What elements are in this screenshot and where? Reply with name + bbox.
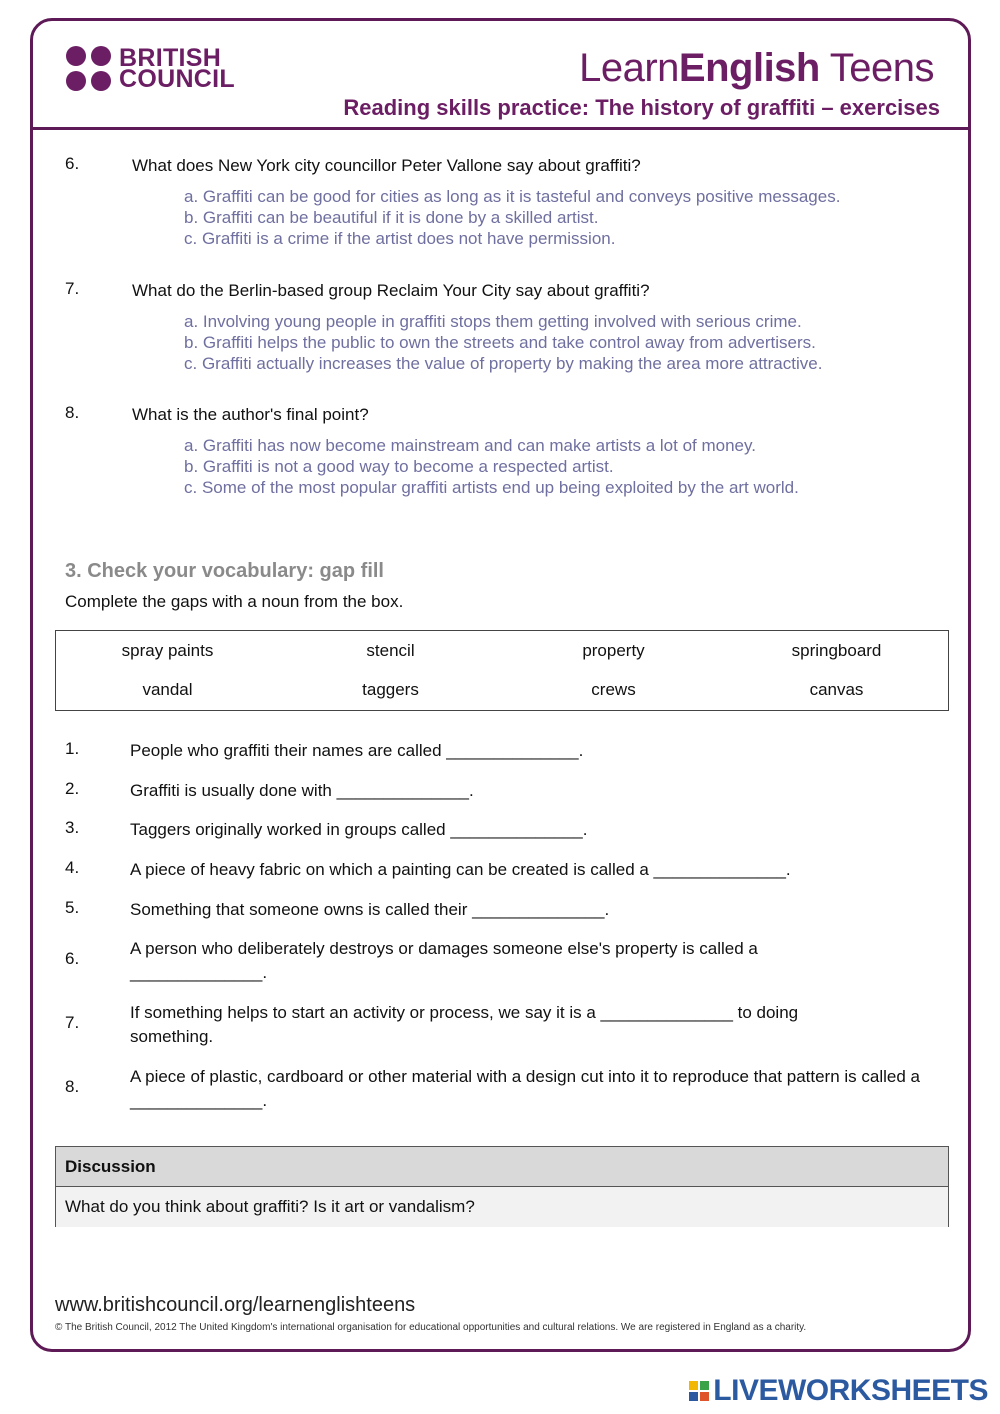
- gap-sentence[interactable]: Graffiti is usually done with ______________.: [130, 781, 474, 800]
- gap-sentence[interactable]: If something helps to start an activity or process, we say it is a ______________ to doing something.: [130, 1003, 799, 1046]
- answer-option[interactable]: b. Graffiti can be beautiful if it is done by a skilled artist.: [184, 208, 599, 227]
- word-box-item[interactable]: spray paints: [121, 641, 214, 660]
- gap-sentence[interactable]: A person who deliberately destroys or damages someone else's property is called a ______________.: [130, 939, 758, 982]
- header-divider: [31, 127, 970, 130]
- answer-options: [184, 186, 840, 249]
- answer-options: [184, 311, 822, 374]
- answer-option[interactable]: b. Graffiti helps the public to own the streets and take control away from advertisers.: [184, 333, 816, 352]
- question-text: What do the Berlin-based group Reclaim Your City say about graffiti?: [132, 281, 650, 300]
- liveworksheets-icon: [689, 1381, 709, 1401]
- gap-number: 1.: [65, 739, 80, 758]
- footer-url[interactable]: www.britishcouncil.org/learnenglishteens: [55, 1294, 416, 1316]
- british-council-dots-icon: [66, 46, 111, 91]
- question-number: 8.: [65, 403, 80, 422]
- page-title: Reading skills practice: The history of graffiti – exercises: [343, 95, 940, 120]
- word-box-item[interactable]: vandal: [142, 680, 193, 699]
- answer-option[interactable]: c. Some of the most popular graffiti artists end up being exploited by the art world.: [184, 478, 799, 497]
- word-box: [55, 630, 949, 711]
- liveworksheets-text: LIVEWORKSHEETS: [713, 1374, 988, 1407]
- brand-teens: Teens: [819, 46, 934, 90]
- word-box-item[interactable]: springboard: [791, 641, 882, 660]
- answer-options: [184, 435, 799, 498]
- answer-option[interactable]: b. Graffiti is not a good way to become a respected artist.: [184, 457, 614, 476]
- gap-number: 3.: [65, 818, 80, 837]
- answer-option[interactable]: a. Involving young people in graffiti stops them getting involved with serious crime.: [184, 312, 802, 331]
- answer-option[interactable]: a. Graffiti can be good for cities as long as it is tasteful and conveys positive messages.: [184, 187, 841, 206]
- word-box-item[interactable]: crews: [591, 680, 636, 699]
- gap-number: 8.: [65, 1077, 80, 1096]
- liveworksheets-watermark[interactable]: [689, 1374, 988, 1408]
- answer-option[interactable]: a. Graffiti has now become mainstream and can make artists a lot of money.: [184, 436, 756, 455]
- gap-number: 5.: [65, 898, 80, 917]
- gap-number: 6.: [65, 949, 80, 968]
- discussion-heading: Discussion: [56, 1147, 948, 1187]
- logo-line-1: BRITISH: [119, 43, 222, 72]
- discussion-box: [55, 1146, 949, 1227]
- section-title: 3. Check your vocabulary: gap fill: [65, 560, 384, 582]
- question-number: 7.: [65, 279, 80, 298]
- gap-sentence[interactable]: A piece of plastic, cardboard or other material with a design cut into it to reproduce that pattern is called a ______________.: [130, 1067, 920, 1110]
- answer-option[interactable]: c. Graffiti actually increases the value of property by making the area more attractive.: [184, 354, 823, 373]
- question-text: What is the author's final point?: [132, 405, 369, 424]
- word-box-item[interactable]: property: [582, 641, 645, 660]
- brand-english: English: [678, 46, 820, 90]
- gap-sentence[interactable]: A piece of heavy fabric on which a painting can be created is called a ______________.: [130, 860, 791, 879]
- word-box-item[interactable]: canvas: [809, 680, 864, 699]
- gap-sentence[interactable]: People who graffiti their names are called ______________.: [130, 741, 584, 760]
- british-council-logo: [66, 43, 235, 93]
- discussion-prompt: What do you think about graffiti? Is it art or vandalism?: [56, 1187, 948, 1227]
- brand-learn: Learn: [579, 46, 679, 90]
- logo-line-2: COUNCIL: [119, 64, 235, 93]
- footer-copyright: © The British Council, 2012 The United Kingdom's international organisation for educational opportunities and cultural relations. We are registered in England as a charity.: [55, 1322, 807, 1333]
- gap-number: 4.: [65, 858, 80, 877]
- word-box-item[interactable]: taggers: [362, 680, 419, 699]
- gap-number: 7.: [65, 1013, 80, 1032]
- question-text: What does New York city councillor Peter Vallone say about graffiti?: [132, 156, 641, 175]
- learnenglish-teens-logo: [579, 46, 934, 91]
- gap-sentence[interactable]: Something that someone owns is called their ______________.: [130, 900, 610, 919]
- word-box-item[interactable]: stencil: [366, 641, 415, 660]
- answer-option[interactable]: c. Graffiti is a crime if the artist does not have permission.: [184, 229, 616, 248]
- gap-number: 2.: [65, 779, 80, 798]
- section-instruction: Complete the gaps with a noun from the box.: [65, 592, 404, 611]
- gap-sentence[interactable]: Taggers originally worked in groups called ______________.: [130, 820, 588, 839]
- question-number: 6.: [65, 154, 80, 173]
